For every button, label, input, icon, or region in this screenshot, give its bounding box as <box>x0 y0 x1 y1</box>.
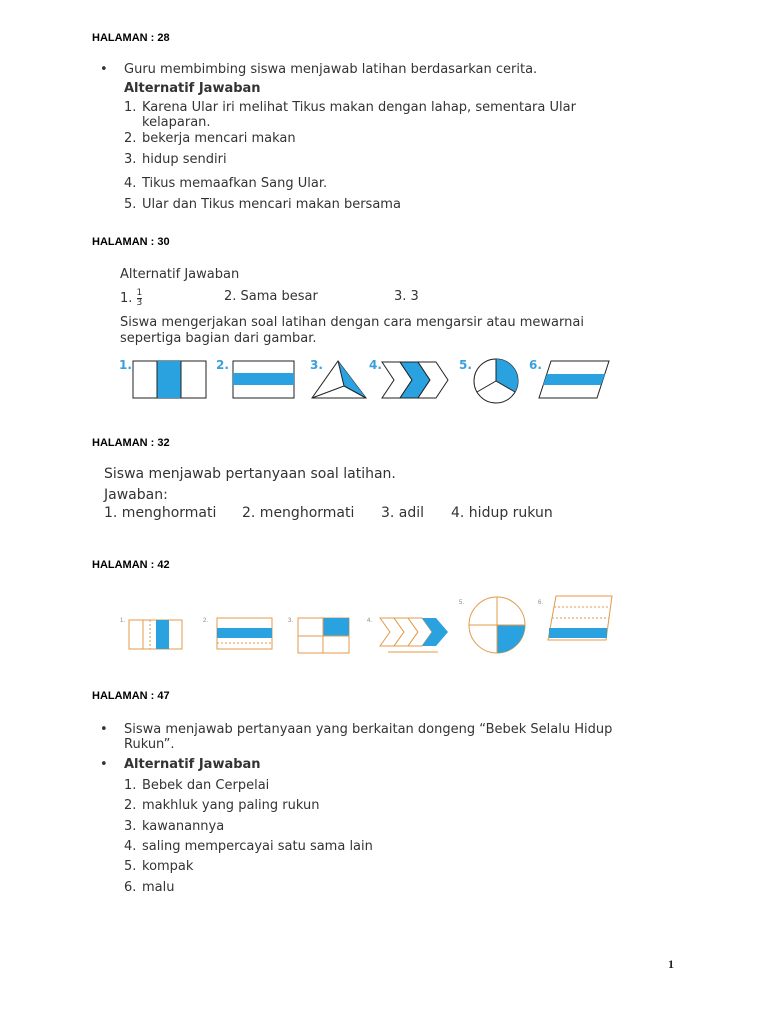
p42-fig-label-3: 3. <box>288 618 294 624</box>
p30-fig-label-1: 1. <box>119 358 132 372</box>
p47-answer-5: 5. kompak <box>124 859 194 874</box>
p30-fig-label-6: 6. <box>529 358 542 372</box>
p30-answer-3: 3. 3 <box>394 289 419 304</box>
p42-fig-label-2: 2. <box>203 618 209 624</box>
p30-answer-1: 1. $\frac{1}{3}$ <box>120 288 143 308</box>
p42-fig-label-6: 6. <box>538 600 544 606</box>
p28-answer-4: 4. Tikus memaafkan Sang Ular. <box>124 176 328 191</box>
p47-answer-2: 2. makhluk yang paling rukun <box>124 798 320 813</box>
p28-answer-2: 2. bekerja mencari makan <box>124 131 296 146</box>
p30-figure-1-square <box>132 360 207 400</box>
p42-figure-4-arrows <box>378 614 452 656</box>
p32-answer-3: 3. adil <box>381 505 425 521</box>
p32-answer-4: 4. hidup rukun <box>451 505 553 521</box>
heading-halaman-42: HALAMAN : 42 <box>92 559 170 571</box>
p30-alt-title: Alternatif Jawaban <box>120 267 240 282</box>
p28-intro: Guru membimbing siswa menjawab latihan berdasarkan cerita. <box>124 62 538 77</box>
p30-fig-label-5: 5. <box>459 358 472 372</box>
p42-figure-6-parallelogram <box>546 594 614 644</box>
p47-answer-4: 4. saling mempercayai satu sama lain <box>124 839 373 854</box>
p32-answer-2: 2. menghormati <box>242 505 355 521</box>
heading-halaman-47: HALAMAN : 47 <box>92 690 170 702</box>
p47-answer-1: 1. Bebek dan Cerpelai <box>124 778 270 793</box>
p30-fig-label-4: 4. <box>369 358 382 372</box>
bullet: • <box>100 62 108 77</box>
p30-instruction-line-1: Siswa mengerjakan soal latihan dengan cara mengarsir atau mewarnai <box>120 315 584 330</box>
p28-answer-5: 5. Ular dan Tikus mencari makan bersama <box>124 197 401 212</box>
p28-answer-1: 1. Karena Ular iri melihat Tikus makan dengan lahap, sementara Ular <box>124 100 576 115</box>
p47-answer-3: 3. kawanannya <box>124 819 225 834</box>
p30-figure-3-triangle <box>310 358 368 400</box>
p28-alt-title: Alternatif Jawaban <box>124 81 261 96</box>
p28-answer-1-cont: kelaparan. <box>142 115 211 130</box>
p30-instruction-line-2: sepertiga bagian dari gambar. <box>120 331 317 346</box>
p30-figure-4-arrows <box>380 360 452 400</box>
p42-fig-label-1: 1. <box>120 618 126 624</box>
page-number: 1 <box>668 957 674 971</box>
p30-answer-2: 2. Sama besar <box>224 289 318 304</box>
p32-intro: Siswa menjawab pertanyaan soal latihan. <box>104 466 396 482</box>
p47-intro-line-1: Siswa menjawab pertanyaan yang berkaitan dongeng “Bebek Selalu Hidup <box>124 722 613 737</box>
p32-jawaban: Jawaban: <box>104 487 168 503</box>
heading-halaman-30: HALAMAN : 30 <box>92 236 170 248</box>
p30-fig-label-3: 3. <box>310 358 323 372</box>
p42-figure-2-rectangle <box>216 617 274 651</box>
p47-alt-title: Alternatif Jawaban <box>124 757 261 772</box>
p42-fig-label-5: 5. <box>459 600 465 606</box>
p42-figure-5-circle <box>465 596 529 654</box>
p42-figure-1-square <box>128 619 184 651</box>
p30-figure-2-rectangle <box>232 360 296 400</box>
p42-figure-3-square <box>297 617 351 655</box>
p30-figure-5-circle <box>470 358 524 404</box>
p42-fig-label-4: 4. <box>367 618 373 624</box>
heading-halaman-32: HALAMAN : 32 <box>92 437 170 449</box>
p28-answer-3: 3. hidup sendiri <box>124 152 227 167</box>
bullet: • <box>100 757 108 772</box>
bullet: • <box>100 722 108 737</box>
p30-fig-label-2: 2. <box>216 358 229 372</box>
heading-halaman-28: HALAMAN : 28 <box>92 32 170 44</box>
p30-figure-6-parallelogram <box>537 360 611 400</box>
p32-answer-1: 1. menghormati <box>104 505 217 521</box>
p47-answer-6: 6. malu <box>124 880 175 895</box>
fraction: $\frac{1}{3}$ <box>136 288 143 308</box>
p47-intro-line-2: Rukun”. <box>124 737 175 752</box>
